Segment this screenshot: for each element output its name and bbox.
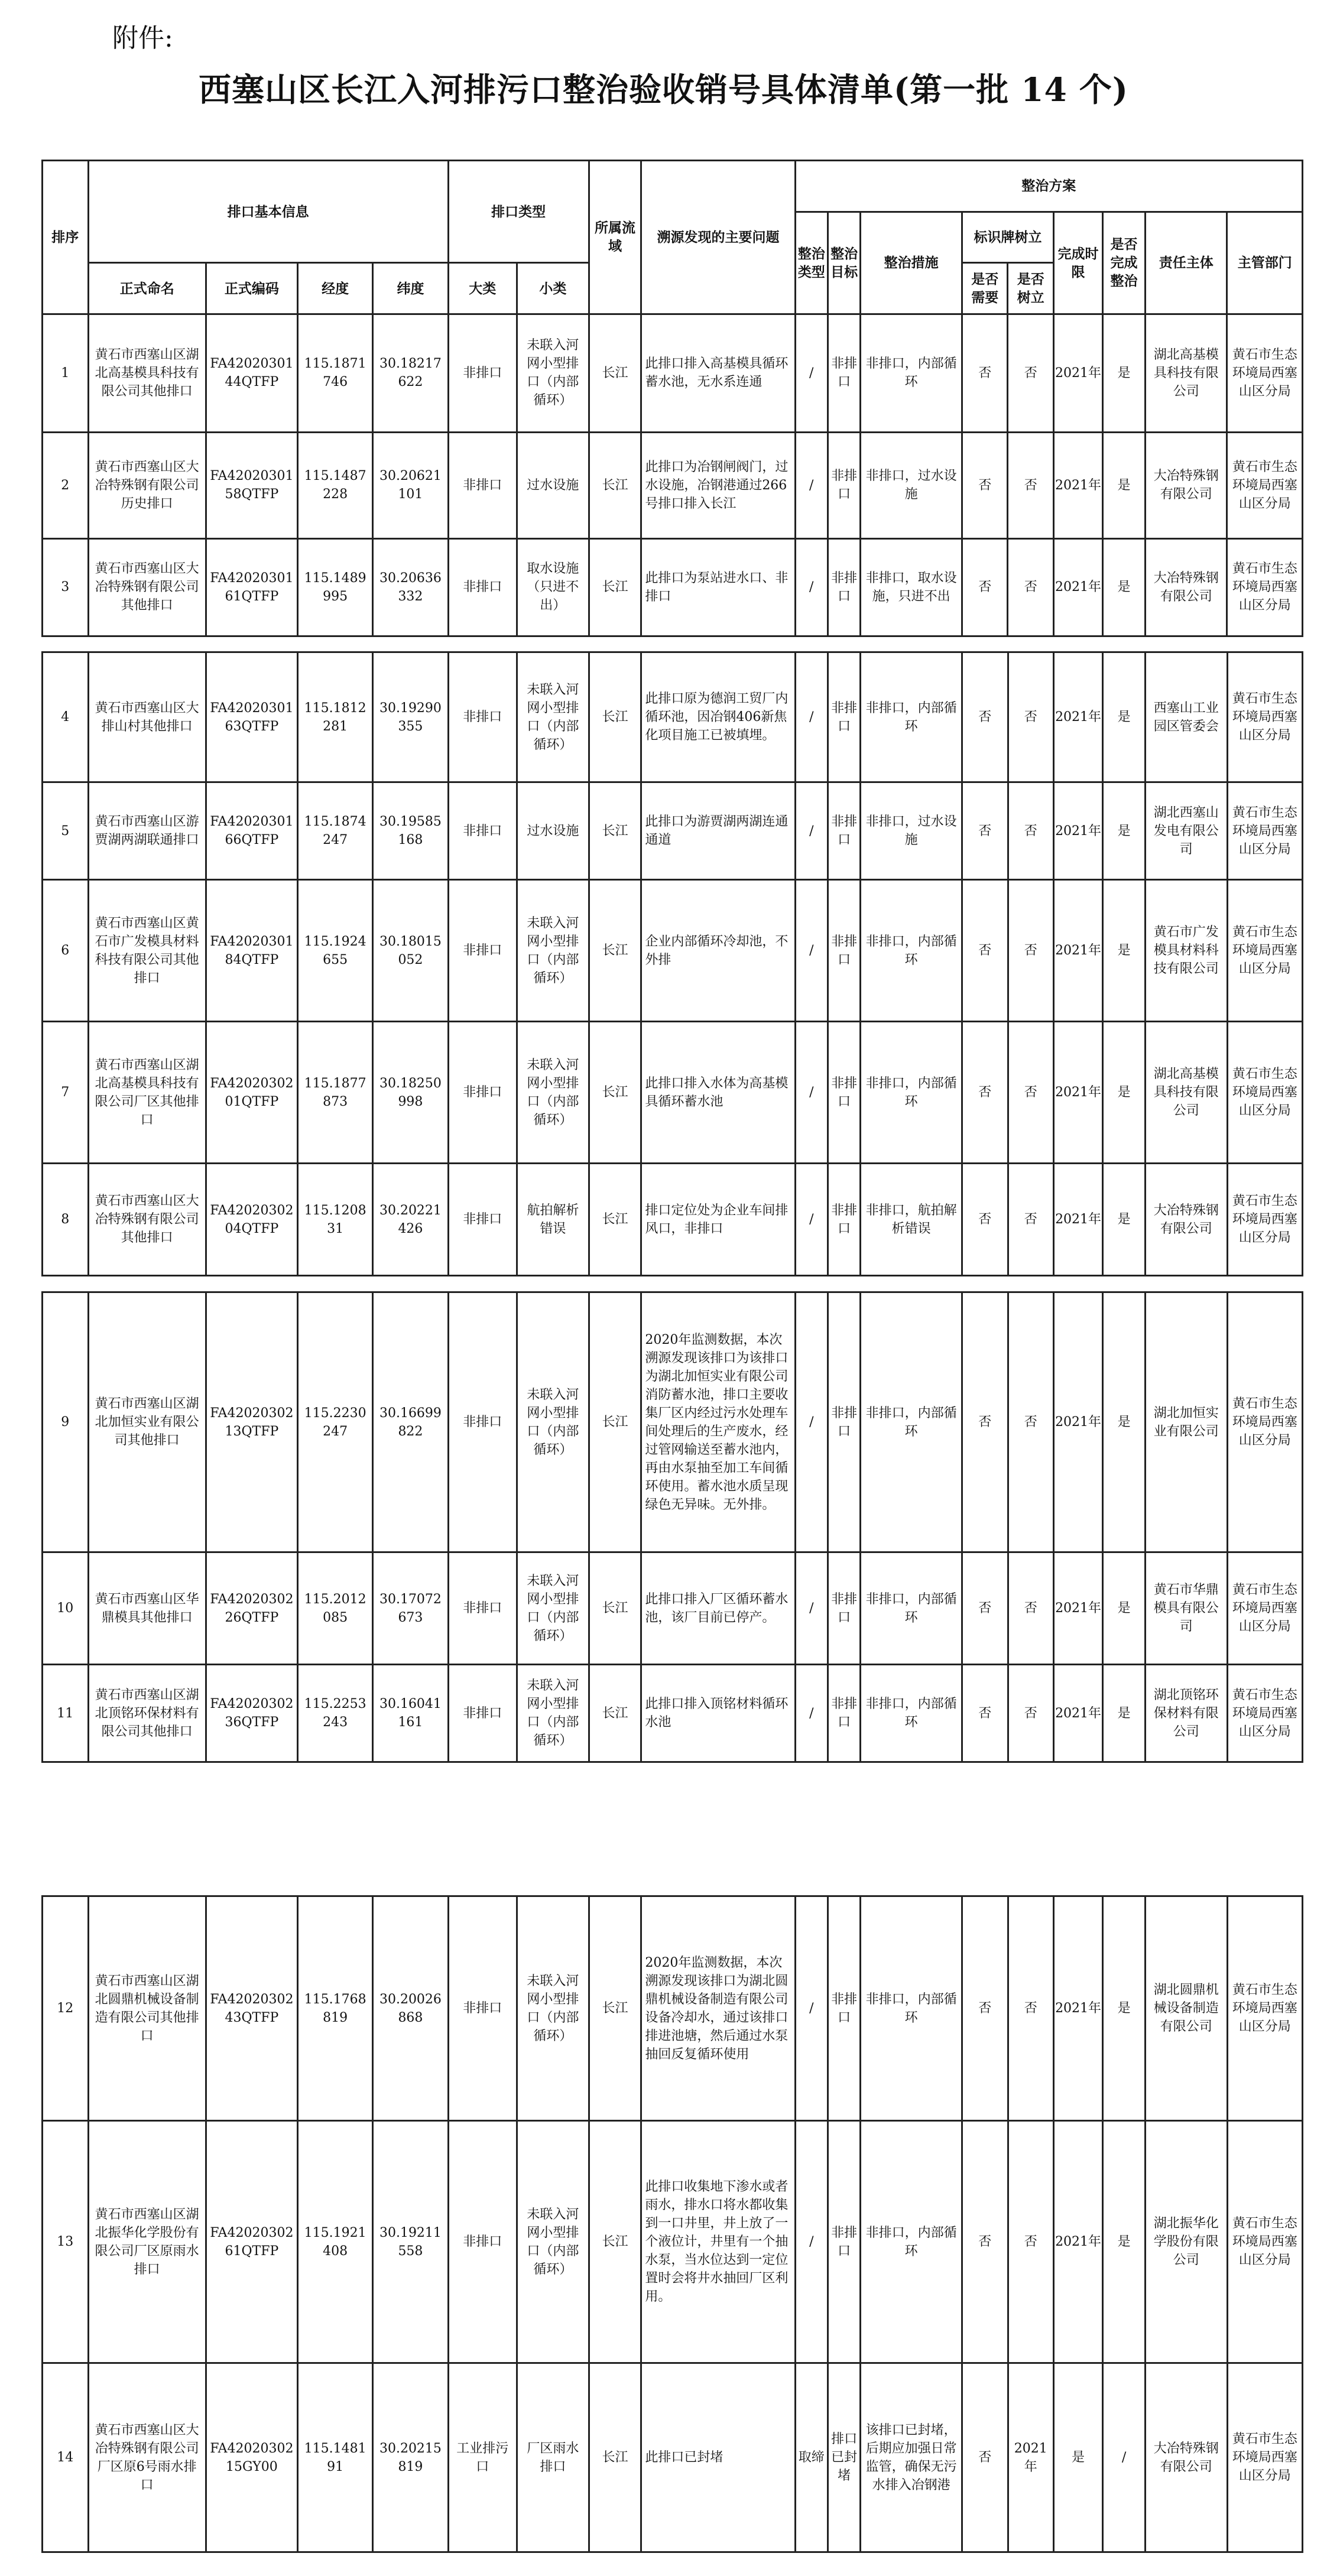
cell-small: 未联入河网小型排口（内部循环） [517,1665,589,1762]
cell-name: 黄石市西塞山区黄石市广发模具材料科技有限公司其他排口 [88,880,206,1022]
cell-big: 非排口 [448,432,517,538]
cell-resp: 湖北圆鼎机械设备制造有限公司 [1146,1896,1227,2121]
inventory-table-page-4 [41,1895,1303,2553]
cell-code: FA4202030201QTFP [206,1022,297,1164]
cell-built: 否 [1008,1896,1054,2121]
header-seq: 排序 [43,161,89,314]
cell-small: 过水设施 [517,432,589,538]
cell-resp: 湖北加恒实业有限公司 [1146,1292,1227,1552]
header-deadline: 完成时限 [1053,212,1102,314]
cell-seq: 14 [43,2363,89,2552]
cell-code: FA4202030204QTFP [206,1164,297,1276]
cell-big: 非排口 [448,1552,517,1665]
cell-deadline: 2021年 [1054,1665,1103,1762]
cell-lat: 30.20221426 [373,1164,448,1276]
cell-need: 否 [962,432,1008,538]
cell-seq: 11 [43,1665,89,1762]
cell-code: FA4202030161QTFP [206,538,297,636]
cell-rtype: / [795,1665,828,1762]
cell-small: 未联入河网小型排口（内部循环） [517,1552,589,1665]
cell-resp: 大冶特殊钢有限公司 [1146,538,1227,636]
cell-name: 黄石市西塞山区湖北高基模具科技有限公司其他排口 [88,314,206,432]
cell-seq: 12 [43,1896,89,2121]
cell-lat: 30.20636332 [373,538,448,636]
cell-goal: 非排口 [828,1552,860,1665]
inventory-table-page-2 [41,651,1303,1276]
table-row [43,1896,1303,2121]
cell-seq: 9 [43,1292,89,1552]
cell-built: 否 [1008,1292,1054,1552]
attachment-label: 附件: [112,23,173,53]
cell-basin: 长江 [589,880,641,1022]
cell-lat: 30.18250998 [373,1022,448,1164]
cell-lon: 115.1874247 [297,782,372,880]
cell-seq: 10 [43,1552,89,1665]
cell-need: 否 [962,538,1008,636]
cell-name: 黄石市西塞山区大排山村其他排口 [88,652,206,782]
cell-goal: 非排口 [828,1292,860,1552]
cell-done: 是 [1103,880,1146,1022]
cell-done: 是 [1103,1022,1146,1164]
header-big-type: 大类 [448,263,517,314]
cell-basin: 长江 [589,1896,641,2121]
cell-auth: 黄石市生态环境局西塞山区分局 [1227,1896,1302,2121]
cell-lon: 115.1871746 [297,314,372,432]
cell-small: 未联入河网小型排口（内部循环） [517,880,589,1022]
cell-code: FA4202030261QTFP [206,2121,297,2363]
cell-problem: 此排口已封堵 [641,2363,795,2552]
cell-done: 是 [1103,538,1146,636]
header-basic-info: 排口基本信息 [88,161,448,263]
table-row [43,880,1303,1022]
cell-lon: 115.1812281 [297,652,372,782]
cell-code: FA4202030163QTFP [206,652,297,782]
cell-deadline: 2021年 [1054,1552,1103,1665]
cell-code: FA4202030184QTFP [206,880,297,1022]
cell-need: 否 [962,1022,1008,1164]
cell-name: 黄石市西塞山区大冶特殊钢有限公司其他排口 [88,1164,206,1276]
cell-problem: 此排口排入顶铭材料循环水池 [641,1665,795,1762]
cell-rtype: / [795,1164,828,1276]
cell-auth: 黄石市生态环境局西塞山区分局 [1227,880,1302,1022]
cell-deadline: 2021年 [1054,1292,1103,1552]
cell-lon: 115.1768819 [297,1896,372,2121]
cell-name: 黄石市西塞山区大冶特殊钢有限公司厂区原6号雨水排口 [88,2363,206,2552]
header-plan: 整治方案 [795,161,1302,212]
header-code: 正式编码 [206,263,297,314]
table-row [43,1022,1303,1164]
cell-problem: 排口定位处为企业车间排风口，非排口 [641,1164,795,1276]
cell-need: 否 [962,1164,1008,1276]
cell-small: 过水设施 [517,782,589,880]
cell-done: 是 [1103,1665,1146,1762]
cell-goal: 非排口 [828,782,860,880]
cell-deadline: 2021年 [1053,538,1102,636]
table-row [43,1665,1303,1762]
cell-lon: 115.1924655 [297,880,372,1022]
table-row [43,2121,1303,2363]
cell-built: 否 [1008,538,1054,636]
cell-built: 否 [1008,1665,1054,1762]
cell-big: 非排口 [448,2121,517,2363]
cell-done: 是 [1103,432,1146,538]
cell-goal: 非排口 [828,1164,860,1276]
cell-seq: 4 [43,652,89,782]
cell-measure: 非排口，取水设施，只进不出 [861,538,962,636]
cell-done: 是 [1103,782,1146,880]
cell-resp: 湖北顶铭环保材料有限公司 [1146,1665,1227,1762]
cell-code: FA4202030144QTFP [206,314,297,432]
cell-measure: 非排口，内部循环 [861,1552,962,1665]
cell-deadline: 2021年 [1053,432,1102,538]
cell-need: 否 [962,652,1008,782]
cell-name: 黄石市西塞山区游贾湖两湖联通排口 [88,782,206,880]
cell-big: 非排口 [448,880,517,1022]
cell-need: 否 [962,1665,1008,1762]
table-row [43,314,1303,432]
cell-lon: 115.2012085 [297,1552,372,1665]
cell-lon: 115.1877873 [297,1022,372,1164]
cell-name: 黄石市西塞山区湖北加恒实业有限公司其他排口 [88,1292,206,1552]
cell-done: 是 [1103,1292,1146,1552]
cell-big: 非排口 [448,782,517,880]
cell-problem: 企业内部循环冷却池，不外排 [641,880,795,1022]
cell-goal: 非排口 [828,1665,860,1762]
header-sign: 标识牌树立 [962,212,1053,263]
cell-built: 否 [1008,314,1054,432]
cell-done: 是 [1103,2121,1146,2363]
cell-auth: 黄石市生态环境局西塞山区分局 [1227,2363,1302,2552]
cell-name: 黄石市西塞山区湖北圆鼎机械设备制造有限公司其他排口 [88,1896,206,2121]
cell-small: 未联入河网小型排口（内部循环） [517,1292,589,1552]
cell-goal: 非排口 [828,1896,860,2121]
table-row [43,652,1303,782]
cell-need: 否 [962,1552,1008,1665]
cell-big: 非排口 [448,314,517,432]
cell-big: 非排口 [448,1896,517,2121]
cell-problem: 此排口为游贾湖两湖连通通道 [641,782,795,880]
cell-built: 否 [1008,2121,1054,2363]
cell-deadline: 2021年 [1053,314,1102,432]
cell-lat: 30.18217622 [373,314,448,432]
cell-code: FA4202030226QTFP [206,1552,297,1665]
cell-measure: 非排口，内部循环 [861,880,962,1022]
cell-code: FA4202030158QTFP [206,432,297,538]
cell-basin: 长江 [589,1292,641,1552]
cell-goal: 非排口 [828,2121,860,2363]
cell-name: 黄石市西塞山区湖北顶铭环保材料有限公司其他排口 [88,1665,206,1762]
cell-built: 否 [1008,1022,1054,1164]
table-row [43,1292,1303,1552]
table-row [43,538,1303,636]
cell-resp: 湖北西塞山发电有限公司 [1146,782,1227,880]
cell-lon: 115.148191 [297,2363,372,2552]
cell-lat: 30.20215819 [373,2363,448,2552]
cell-goal: 非排口 [828,652,860,782]
cell-rtype: / [795,538,828,636]
cell-resp: 大冶特殊钢有限公司 [1146,432,1227,538]
cell-problem: 2020年监测数据，本次溯源发现该排口为湖北圆鼎机械设备制造有限公司设备冷却水，通过该排口排进池塘，然后通过水泵抽回反复循环使用 [641,1896,795,2121]
cell-resp: 黄石市广发模具材料科技有限公司 [1146,880,1227,1022]
cell-measure: 非排口，内部循环 [861,2121,962,2363]
cell-lon: 115.2253243 [297,1665,372,1762]
cell-basin: 长江 [589,1665,641,1762]
cell-rtype: / [795,782,828,880]
cell-resp: 大冶特殊钢有限公司 [1146,1164,1227,1276]
cell-done: 是 [1103,652,1146,782]
cell-auth: 黄石市生态环境局西塞山区分局 [1227,314,1303,432]
cell-measure: 非排口，内部循环 [861,1896,962,2121]
cell-measure: 非排口，航拍解析错误 [861,1164,962,1276]
cell-done: 是 [1103,314,1146,432]
cell-built: 否 [1008,652,1054,782]
cell-deadline: 2021年 [1054,1896,1103,2121]
cell-problem: 此排口排入厂区循环蓄水池，该厂目前已停产。 [641,1552,795,1665]
cell-deadline: 是 [1054,2363,1103,2552]
cell-measure: 非排口，内部循环 [861,314,962,432]
cell-lon: 115.2230247 [297,1292,372,1552]
cell-lat: 30.20621101 [373,432,448,538]
cell-small: 未联入河网小型排口（内部循环） [517,2121,589,2363]
cell-lat: 30.16699822 [373,1292,448,1552]
cell-goal: 非排口 [828,1022,860,1164]
cell-small: 航拍解析错误 [517,1164,589,1276]
cell-name: 黄石市西塞山区湖北振华化学股份有限公司厂区原雨水排口 [88,2121,206,2363]
cell-big: 非排口 [448,1164,517,1276]
header-lon: 经度 [297,263,372,314]
cell-rtype: / [795,880,828,1022]
cell-big: 非排口 [448,538,517,636]
cell-basin: 长江 [589,652,641,782]
cell-deadline: 2021年 [1054,652,1103,782]
cell-lon: 115.1487228 [297,432,372,538]
cell-built: 否 [1008,1164,1054,1276]
cell-measure: 非排口，过水设施 [861,432,962,538]
cell-seq: 5 [43,782,89,880]
cell-problem: 此排口排入水体为高基模具循环蓄水池 [641,1022,795,1164]
header-lat: 纬度 [373,263,448,314]
table-row [43,432,1303,538]
header-rect-type: 整治类型 [795,212,828,314]
cell-auth: 黄石市生态环境局西塞山区分局 [1227,782,1302,880]
cell-basin: 长江 [589,1022,641,1164]
cell-lon: 115.120831 [297,1164,372,1276]
cell-seq: 13 [43,2121,89,2363]
cell-goal: 非排口 [828,432,860,538]
cell-auth: 黄石市生态环境局西塞山区分局 [1227,652,1302,782]
cell-lat: 30.17072673 [373,1552,448,1665]
cell-code: FA4202030236QTFP [206,1665,297,1762]
header-completed: 是否完成整治 [1103,212,1146,314]
header-small-type: 小类 [517,263,589,314]
cell-resp: 西塞山工业园区管委会 [1146,652,1227,782]
cell-measure: 非排口，过水设施 [861,782,962,880]
cell-rtype: / [795,2121,828,2363]
cell-need: 否 [962,2121,1008,2363]
table-row [43,1164,1303,1276]
cell-measure: 非排口，内部循环 [861,1022,962,1164]
cell-goal: 非排口 [828,314,860,432]
header-outlet-type: 排口类型 [448,161,589,263]
cell-measure: 非排口，内部循环 [861,652,962,782]
cell-need: 否 [962,782,1008,880]
cell-measure: 非排口，内部循环 [861,1665,962,1762]
cell-basin: 长江 [589,782,641,880]
cell-goal: 非排口 [828,538,860,636]
cell-small: 未联入河网小型排口（内部循环） [517,314,589,432]
cell-lon: 115.1921408 [297,2121,372,2363]
cell-problem: 此排口原为德润工贸厂内循环池，因冶钢406新焦化项目施工已被填埋。 [641,652,795,782]
cell-name: 黄石市西塞山区湖北高基模具科技有限公司厂区其他排口 [88,1022,206,1164]
cell-auth: 黄石市生态环境局西塞山区分局 [1227,1552,1302,1665]
document-title: 西塞山区长江入河排污口整治验收销号具体清单(第一批 14 个) [199,70,1128,109]
inventory-table-page-1 [41,160,1303,637]
cell-seq: 7 [43,1022,89,1164]
cell-seq: 8 [43,1164,89,1276]
cell-done: / [1103,2363,1146,2552]
header-sign-needed: 是否需要 [962,263,1008,314]
header-rect-goal: 整治目标 [828,212,860,314]
table-row [43,2363,1303,2552]
cell-need: 否 [962,2363,1008,2552]
cell-rtype: 取缔 [795,2363,828,2552]
cell-code: FA4202030213QTFP [206,1292,297,1552]
cell-deadline: 2021年 [1054,2121,1103,2363]
cell-built: 否 [1008,782,1054,880]
cell-problem: 此排口收集地下渗水或者雨水，排水口将水都收集到一口井里，井上放了一个液位计，井里有一个抽水泵，当水位达到一定位置时会将井水抽回厂区利用。 [641,2121,795,2363]
cell-problem: 此排口为冶钢闸阀门，过水设施，冶钢港通过266号排口排入长江 [641,432,795,538]
cell-resp: 湖北高基模具科技有限公司 [1146,1022,1227,1164]
cell-resp: 湖北高基模具科技有限公司 [1146,314,1227,432]
cell-done: 是 [1103,1164,1146,1276]
cell-big: 非排口 [448,652,517,782]
cell-big: 非排口 [448,1022,517,1164]
cell-rtype: / [795,652,828,782]
cell-need: 否 [962,314,1008,432]
header-responsible: 责任主体 [1146,212,1227,314]
cell-basin: 长江 [589,2121,641,2363]
cell-basin: 长江 [589,1164,641,1276]
cell-lon: 115.1489995 [297,538,372,636]
cell-deadline: 2021年 [1054,1022,1103,1164]
header-authority: 主管部门 [1227,212,1303,314]
cell-auth: 黄石市生态环境局西塞山区分局 [1227,538,1303,636]
inventory-table-page-3 [41,1291,1303,1763]
cell-small: 未联入河网小型排口（内部循环） [517,652,589,782]
cell-done: 是 [1103,1896,1146,2121]
cell-auth: 黄石市生态环境局西塞山区分局 [1227,432,1303,538]
cell-resp: 湖北振华化学股份有限公司 [1146,2121,1227,2363]
cell-deadline: 2021年 [1054,782,1103,880]
cell-need: 否 [962,1292,1008,1552]
cell-lat: 30.18015052 [373,880,448,1022]
cell-basin: 长江 [589,432,641,538]
cell-name: 黄石市西塞山区大冶特殊钢有限公司历史排口 [88,432,206,538]
cell-lat: 30.16041161 [373,1665,448,1762]
cell-goal: 非排口 [828,880,860,1022]
cell-small: 取水设施（只进不出） [517,538,589,636]
cell-measure: 非排口，内部循环 [861,1292,962,1552]
cell-auth: 黄石市生态环境局西塞山区分局 [1227,1022,1302,1164]
cell-small: 厂区雨水排口 [517,2363,589,2552]
cell-lat: 30.19585168 [373,782,448,880]
cell-seq: 6 [43,880,89,1022]
cell-basin: 长江 [589,538,641,636]
cell-goal: 排口已封堵 [828,2363,860,2552]
cell-basin: 长江 [589,314,641,432]
cell-built: 否 [1008,880,1054,1022]
cell-auth: 黄石市生态环境局西塞山区分局 [1227,1665,1302,1762]
cell-small: 未联入河网小型排口（内部循环） [517,1896,589,2121]
cell-small: 未联入河网小型排口（内部循环） [517,1022,589,1164]
cell-built: 2021年 [1008,2363,1054,2552]
cell-problem: 此排口排入高基模具循环蓄水池，无水系连通 [641,314,795,432]
cell-deadline: 2021年 [1054,1164,1103,1276]
cell-code: FA4202030166QTFP [206,782,297,880]
cell-need: 否 [962,1896,1008,2121]
header-problem: 溯源发现的主要问题 [641,161,795,314]
header-basin: 所属流域 [589,161,641,314]
cell-seq: 2 [43,432,89,538]
cell-name: 黄石市西塞山区大冶特殊钢有限公司其他排口 [88,538,206,636]
cell-seq: 3 [43,538,89,636]
cell-measure: 该排口已封堵，后期应加强日常监管，确保无污水排入冶钢港 [861,2363,962,2552]
cell-code: FA4202030215GY00 [206,2363,297,2552]
cell-rtype: / [795,432,828,538]
cell-problem: 2020年监测数据，本次溯源发现该排口为该排口为湖北加恒实业有限公司消防蓄水池，排口主要收集厂区内经过污水处理车间处理后的生产废水，经过管网输送至蓄水池内，再由水泵抽至加工车间循环使用。蓄水池水质呈现绿色无异味。无外排。 [641,1292,795,1552]
cell-rtype: / [795,1896,828,2121]
cell-big: 非排口 [448,1665,517,1762]
cell-rtype: / [795,1292,828,1552]
cell-rtype: / [795,314,828,432]
cell-rtype: / [795,1022,828,1164]
cell-auth: 黄石市生态环境局西塞山区分局 [1227,2121,1302,2363]
cell-lat: 30.20026868 [373,1896,448,2121]
cell-built: 否 [1008,1552,1054,1665]
cell-problem: 此排口为泵站进水口、非排口 [641,538,795,636]
cell-rtype: / [795,1552,828,1665]
header-sign-built: 是否树立 [1008,263,1054,314]
cell-resp: 大冶特殊钢有限公司 [1146,2363,1227,2552]
cell-need: 否 [962,880,1008,1022]
table-row [43,782,1303,880]
cell-basin: 长江 [589,1552,641,1665]
cell-auth: 黄石市生态环境局西塞山区分局 [1227,1164,1302,1276]
header-name: 正式命名 [88,263,206,314]
cell-big: 非排口 [448,1292,517,1552]
cell-auth: 黄石市生态环境局西塞山区分局 [1227,1292,1302,1552]
cell-lat: 30.19211558 [373,2121,448,2363]
cell-built: 否 [1008,432,1054,538]
table-row [43,1552,1303,1665]
cell-big: 工业排污口 [448,2363,517,2552]
cell-code: FA4202030243QTFP [206,1896,297,2121]
cell-seq: 1 [43,314,89,432]
header-measures: 整治措施 [861,212,962,314]
cell-basin: 长江 [589,2363,641,2552]
cell-resp: 黄石市华鼎模具有限公司 [1146,1552,1227,1665]
cell-deadline: 2021年 [1054,880,1103,1022]
cell-done: 是 [1103,1552,1146,1665]
cell-lat: 30.19290355 [373,652,448,782]
cell-name: 黄石市西塞山区华鼎模具其他排口 [88,1552,206,1665]
